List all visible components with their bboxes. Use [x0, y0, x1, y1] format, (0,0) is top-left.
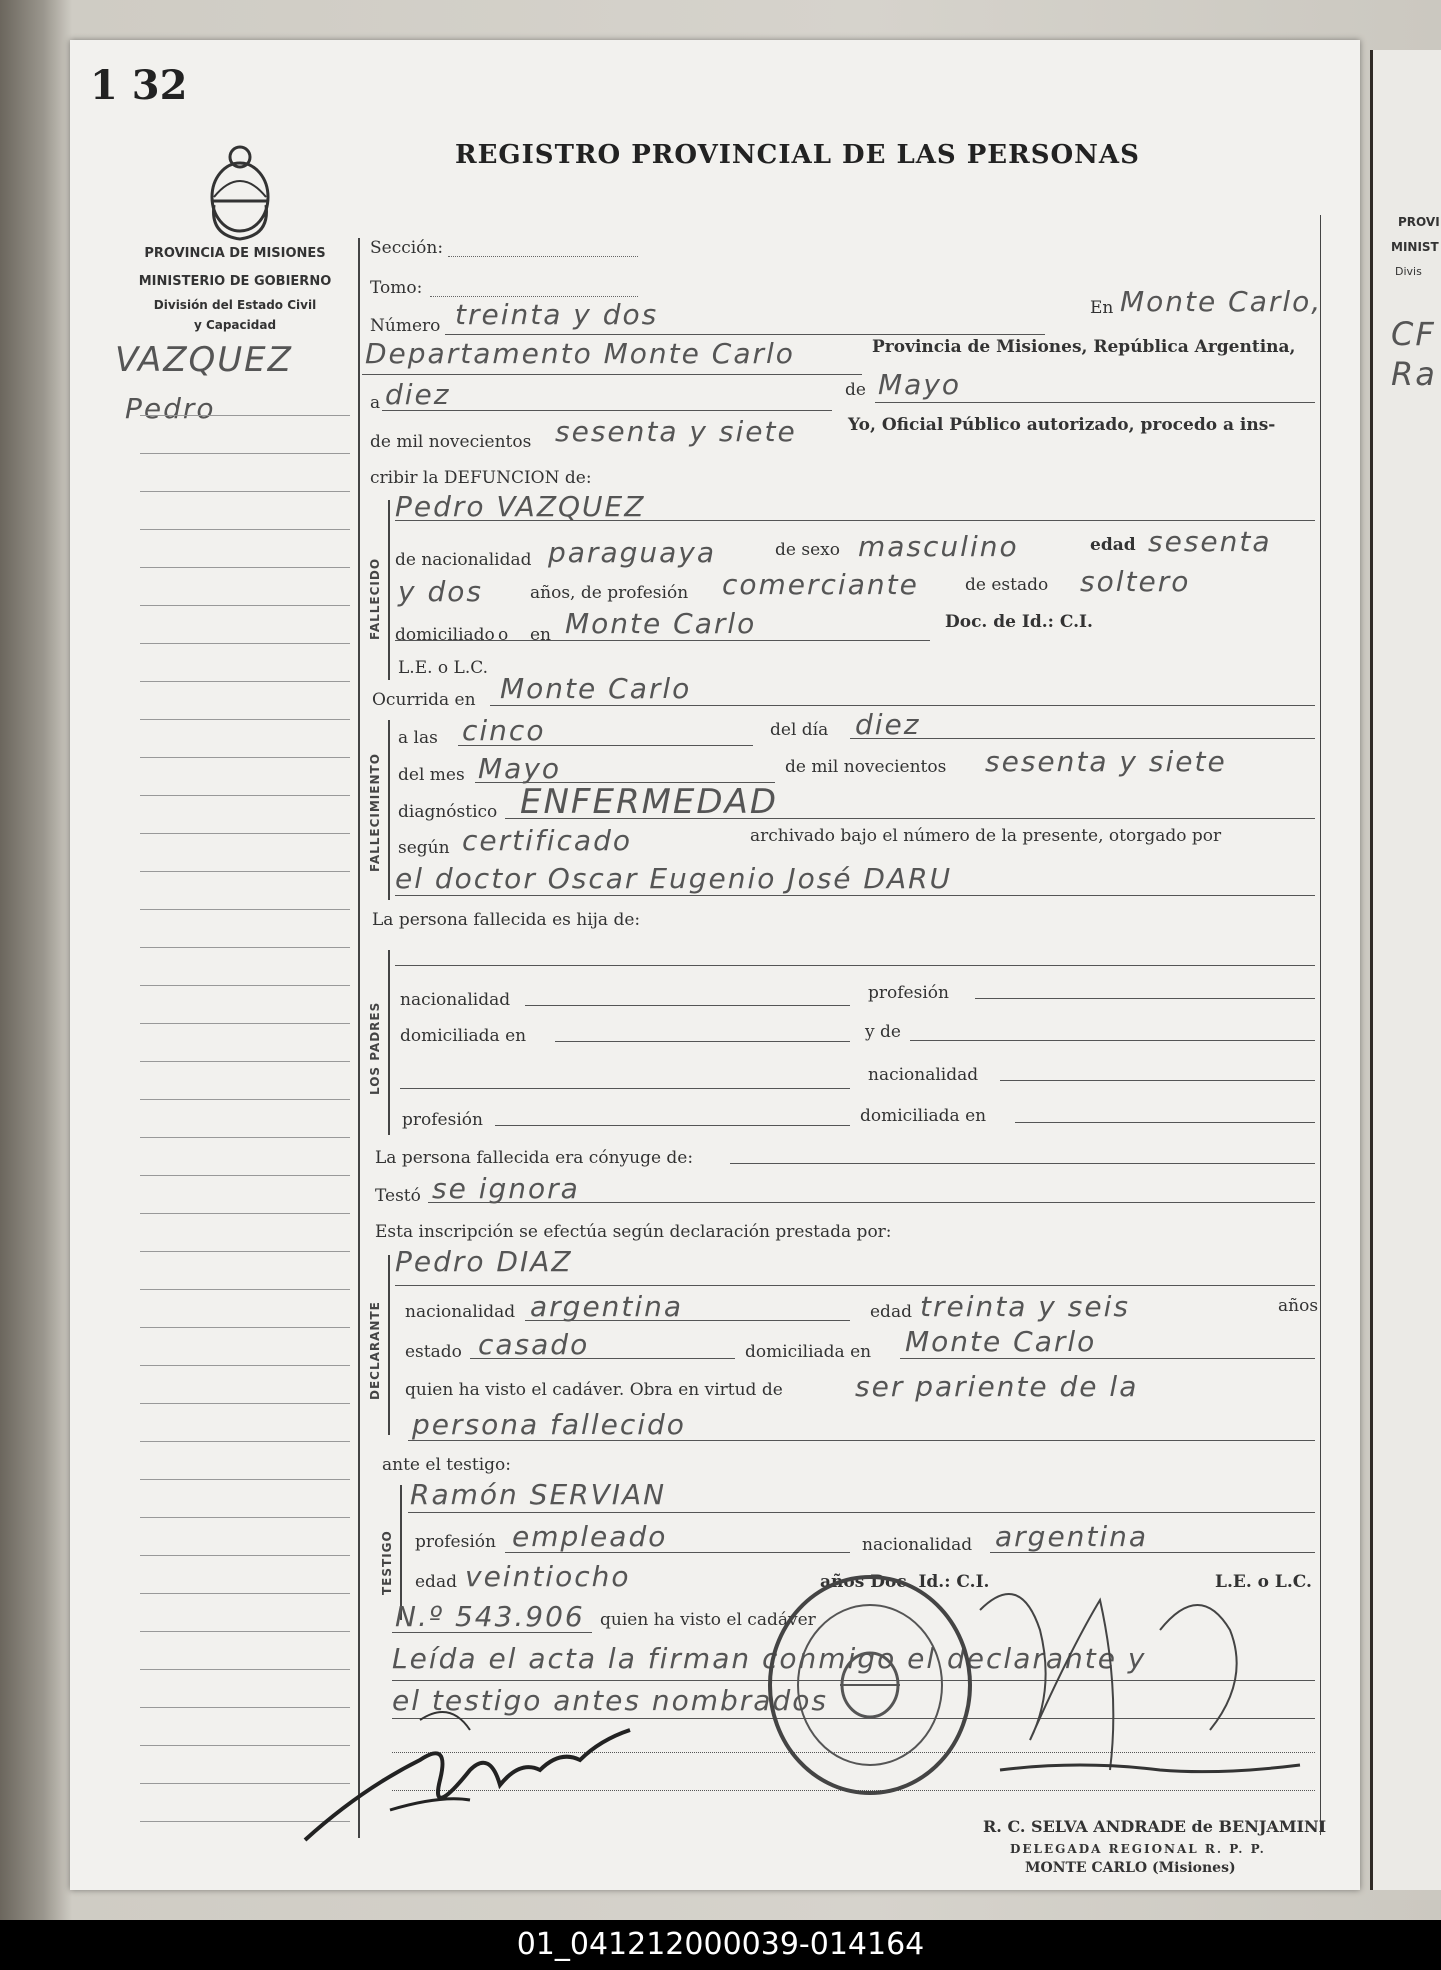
- padres-profesion-line: [975, 998, 1315, 999]
- fallecimiento-bracket: [388, 720, 390, 900]
- margin-rule: [140, 1175, 350, 1176]
- margin-rule: [140, 681, 350, 682]
- testo-value: se ignora: [432, 1172, 580, 1205]
- declarante-estado-line: [470, 1358, 735, 1359]
- sexo-value: masculino: [858, 530, 1019, 563]
- declarante-name-line: [395, 1285, 1315, 1286]
- domicilio-en-label: en: [530, 625, 552, 645]
- testigo-name: Ramón SERVIAN: [410, 1478, 667, 1511]
- domiciliado-suffix: o: [498, 625, 509, 645]
- footer-file-id: 01_041212000039-014164: [0, 1920, 1441, 1970]
- margin-rule: [140, 757, 350, 758]
- anio-fallecimiento-value: sesenta y siete: [985, 745, 1227, 778]
- margin-rule: [140, 1441, 350, 1442]
- declarante-side-label: DECLARANTE: [368, 1301, 382, 1400]
- testigo-edad-label: edad: [415, 1572, 457, 1592]
- fallecido-name: Pedro VAZQUEZ: [395, 490, 646, 523]
- archivado-label: archivado bajo el número de la presente, otorgado por: [750, 826, 1222, 846]
- testigo-nacionalidad-label: nacionalidad: [862, 1535, 973, 1555]
- segun-value: certificado: [462, 824, 632, 857]
- fallecido-name-line: [395, 520, 1315, 521]
- division-heading-2: y Capacidad: [193, 318, 277, 332]
- nacionalidad-label: de nacionalidad: [395, 550, 532, 570]
- padres-profesion-label: profesión: [868, 983, 949, 1003]
- margin-rule: [140, 1213, 350, 1214]
- coat-of-arms-icon: [200, 135, 280, 245]
- official-place: MONTE CARLO (Misiones): [1025, 1860, 1236, 1876]
- profesion-value: comerciante: [722, 568, 919, 601]
- form-right-border: [1320, 215, 1321, 1835]
- declarante-virtud-1: ser pariente de la: [855, 1370, 1139, 1403]
- signature-declarante: [300, 1700, 680, 1850]
- padres-yde-label: y de: [865, 1022, 901, 1042]
- numero-value: treinta y dos: [455, 298, 659, 331]
- departamento-line: [362, 374, 862, 375]
- testigo-profesion-label: profesión: [415, 1532, 496, 1552]
- testigo-profesion-line: [505, 1552, 850, 1553]
- dia-label: del día: [770, 720, 829, 740]
- anio-value: sesenta y siete: [555, 415, 797, 448]
- mes-label: del mes: [398, 765, 465, 785]
- departamento-value: Departamento Monte Carlo: [365, 337, 795, 370]
- right-page-text-3: Divis: [1395, 265, 1422, 278]
- page-title: REGISTRO PROVINCIAL DE LAS PERSONAS: [455, 140, 1140, 170]
- numero-label: Número: [370, 316, 441, 336]
- margin-rule: [140, 1593, 350, 1594]
- division-heading: División del Estado Civil: [153, 298, 317, 312]
- margin-rule: [140, 1555, 350, 1556]
- padres-nacionalidad-label: nacionalidad: [400, 990, 511, 1010]
- domiciliado-label: domiciliado: [395, 625, 495, 645]
- conyuge-line: [730, 1163, 1315, 1164]
- testigo-le-label: L.E. o L.C.: [1215, 1572, 1312, 1592]
- ocurrida-line: [490, 705, 1315, 706]
- segun-label: según: [398, 838, 450, 858]
- testigo-intro: ante el testigo:: [382, 1455, 512, 1475]
- testigo-name-line: [408, 1512, 1315, 1513]
- margin-rule: [140, 1099, 350, 1100]
- testigo-nacionalidad-line: [990, 1552, 1315, 1553]
- margin-rule: [140, 871, 350, 872]
- estado-label: de estado: [965, 575, 1049, 595]
- anio-fallecimiento-label: de mil novecientos: [785, 757, 947, 777]
- testigo-edad: veintiocho: [465, 1560, 631, 1593]
- margin-given-name: Pedro: [125, 392, 216, 425]
- declarante-nacionalidad-label: nacionalidad: [405, 1302, 516, 1322]
- padres-domiciliada2-label: domiciliada en: [860, 1106, 987, 1126]
- mes-value-fallecimiento: Mayo: [478, 752, 562, 785]
- padres-profesion2-line: [495, 1125, 850, 1126]
- padres-profesion2-label: profesión: [402, 1110, 483, 1130]
- cribir-label: cribir la DEFUNCION de:: [370, 468, 592, 488]
- margin-rule: [140, 1365, 350, 1366]
- diagnostico-value: ENFERMEDAD: [520, 782, 779, 822]
- testigo-side-label: TESTIGO: [380, 1530, 394, 1595]
- padres-yde-line: [910, 1040, 1315, 1041]
- testigo-visto-label: quien ha visto el cadáver: [600, 1610, 816, 1630]
- right-page-hw-2: Ra: [1391, 355, 1437, 393]
- tomo-label: Tomo:: [370, 278, 423, 298]
- official-role: DELEGADA REGIONAL R. P. P.: [1010, 1842, 1266, 1856]
- le-label: L.E. o L.C.: [398, 658, 489, 678]
- seccion-label: Sección:: [370, 238, 444, 258]
- conyuge-label: La persona fallecida era cónyuge de:: [375, 1148, 694, 1168]
- ocurrida-value: Monte Carlo: [500, 672, 692, 705]
- margin-rule: [140, 1137, 350, 1138]
- margin-rule: [140, 833, 350, 834]
- declarante-name: Pedro DIAZ: [395, 1245, 573, 1278]
- cierre-line-1: Leída el acta la firman conmigo el declarante y: [392, 1642, 1147, 1675]
- margin-rule: [140, 1669, 350, 1670]
- margin-rule: [140, 643, 350, 644]
- margin-rule: [140, 985, 350, 986]
- edad-value-2: y dos: [398, 575, 483, 608]
- padres-domiciliada-line: [555, 1041, 850, 1042]
- margin-rule: [140, 947, 350, 948]
- a-label: a: [370, 393, 381, 413]
- declarante-edad: treinta y seis: [920, 1290, 1130, 1323]
- fallecido-bracket: [388, 500, 390, 680]
- oficial-label: Yo, Oficial Público autorizado, procedo a ins-: [848, 415, 1276, 435]
- mes-line: [875, 402, 1315, 403]
- margin-rule: [140, 1403, 350, 1404]
- ministry-heading: MINISTERIO DE GOBIERNO: [138, 274, 332, 289]
- doctor-value: el doctor Oscar Eugenio José DARU: [395, 862, 953, 895]
- margin-rule: [140, 719, 350, 720]
- declarante-anios-label: años: [1278, 1296, 1319, 1316]
- declarante-domiciliada-label: domiciliada en: [745, 1342, 872, 1362]
- hora-line: [458, 745, 753, 746]
- declarante-domicilio: Monte Carlo: [905, 1325, 1097, 1358]
- declarante-estado: casado: [478, 1328, 590, 1361]
- declarante-domicilio-line: [900, 1358, 1315, 1359]
- a-line: [382, 410, 832, 411]
- testo-label: Testó: [375, 1186, 421, 1206]
- margin-rule: [140, 1517, 350, 1518]
- record-number: 1 32: [90, 62, 188, 109]
- margin-rule: [140, 415, 350, 416]
- declarante-virtud-2: persona fallecido: [412, 1408, 686, 1441]
- en-label: En: [1090, 298, 1114, 318]
- testigo-profesion: empleado: [512, 1520, 668, 1553]
- testigo-doc-line: [392, 1632, 592, 1633]
- padres-intro: La persona fallecida es hija de:: [372, 910, 641, 930]
- margin-rule: [140, 909, 350, 910]
- nacionalidad-value: paraguaya: [548, 536, 717, 569]
- declarante-visto-label: quien ha visto el cadáver. Obra en virtud de: [405, 1380, 783, 1400]
- padres-bracket: [388, 950, 390, 1135]
- seccion-line: [448, 256, 638, 257]
- declarante-virtud-line: [408, 1440, 1315, 1441]
- margin-rule: [140, 453, 350, 454]
- a-value: diez: [385, 378, 451, 411]
- declarante-bracket: [388, 1255, 390, 1435]
- numero-line: [445, 334, 1045, 335]
- padres-nacionalidad2-label: nacionalidad: [868, 1065, 979, 1085]
- margin-surname: VAZQUEZ: [115, 340, 293, 380]
- hora-label: a las: [398, 728, 438, 748]
- hora-value: cinco: [462, 714, 546, 747]
- padres-nacionalidad-line: [525, 1005, 850, 1006]
- margin-rule: [140, 1023, 350, 1024]
- margin-rule: [140, 1631, 350, 1632]
- padres-nacionalidad2-line: [1000, 1080, 1315, 1081]
- right-page-text-1: PROVI: [1398, 215, 1440, 229]
- testigo-doc-number: N.º 543.906: [395, 1600, 585, 1633]
- padres-domiciliada-label: domiciliada en: [400, 1026, 527, 1046]
- official-seal-icon: [760, 1570, 980, 1800]
- domicilio-line: [395, 640, 930, 641]
- mes-value: Mayo: [878, 368, 962, 401]
- declarante-nacionalidad: argentina: [530, 1290, 684, 1323]
- domicilio-value: Monte Carlo: [565, 607, 757, 640]
- margin-rule: [140, 795, 350, 796]
- margin-rule: [140, 567, 350, 568]
- declaracion-label: Esta inscripción se efectúa según declaración prestada por:: [375, 1222, 892, 1242]
- declarante-estado-label: estado: [405, 1342, 462, 1362]
- anios-profesion-label: años, de profesión: [530, 583, 689, 603]
- testigo-nacionalidad: argentina: [995, 1520, 1149, 1553]
- right-page-text-2: MINIST: [1391, 240, 1439, 254]
- margin-rule: [140, 1289, 350, 1290]
- margin-rule: [140, 1061, 350, 1062]
- estado-value: soltero: [1080, 565, 1191, 598]
- cierre-line-2: el testigo antes nombrados: [392, 1684, 828, 1717]
- testigo-doc-label: años Doc. Id.: C.I.: [820, 1572, 990, 1592]
- dia-line: [850, 738, 1315, 739]
- form-left-border: [358, 238, 360, 1838]
- fallecido-side-label: FALLECIDO: [368, 557, 382, 640]
- provincia-label: Provincia de Misiones, República Argentina,: [872, 337, 1296, 357]
- edad-value-1: sesenta: [1148, 525, 1272, 558]
- padres-blank-line: [400, 1088, 850, 1089]
- tomo-line: [430, 296, 638, 297]
- padres-side-label: LOS PADRES: [368, 1001, 382, 1095]
- margin-rule: [140, 529, 350, 530]
- padres-domiciliada2-line: [1015, 1122, 1315, 1123]
- dia-value: diez: [855, 708, 921, 741]
- margin-rule: [140, 605, 350, 606]
- testo-line: [428, 1202, 1315, 1203]
- ocurrida-label: Ocurrida en: [372, 690, 476, 710]
- official-name: R. C. SELVA ANDRADE de BENJAMINI: [983, 1817, 1327, 1836]
- edad-label: edad: [1090, 535, 1136, 555]
- de-label: de: [845, 380, 866, 400]
- declarante-edad-label: edad: [870, 1302, 912, 1322]
- diagnostico-label: diagnóstico: [398, 802, 498, 822]
- fallecimiento-side-label: FALLECIMIENTO: [368, 753, 382, 872]
- doc-label: Doc. de Id.: C.I.: [945, 612, 1093, 632]
- margin-rule: [140, 1479, 350, 1480]
- anio-label: de mil novecientos: [370, 432, 532, 452]
- sexo-label: de sexo: [775, 540, 840, 560]
- province-heading: PROVINCIA DE MISIONES: [144, 246, 326, 261]
- right-page: [1370, 50, 1441, 1890]
- margin-rule: [140, 1251, 350, 1252]
- margin-rule: [140, 1327, 350, 1328]
- en-value: Monte Carlo,: [1120, 285, 1323, 318]
- margin-rule: [140, 491, 350, 492]
- declarante-nacionalidad-line: [525, 1320, 850, 1321]
- signature-testigo-oficial: [960, 1570, 1320, 1790]
- padres-name-line: [395, 965, 1315, 966]
- right-page-hw-1: CF: [1391, 315, 1436, 353]
- doctor-line: [395, 895, 1315, 896]
- diagnostico-line: [505, 818, 1315, 819]
